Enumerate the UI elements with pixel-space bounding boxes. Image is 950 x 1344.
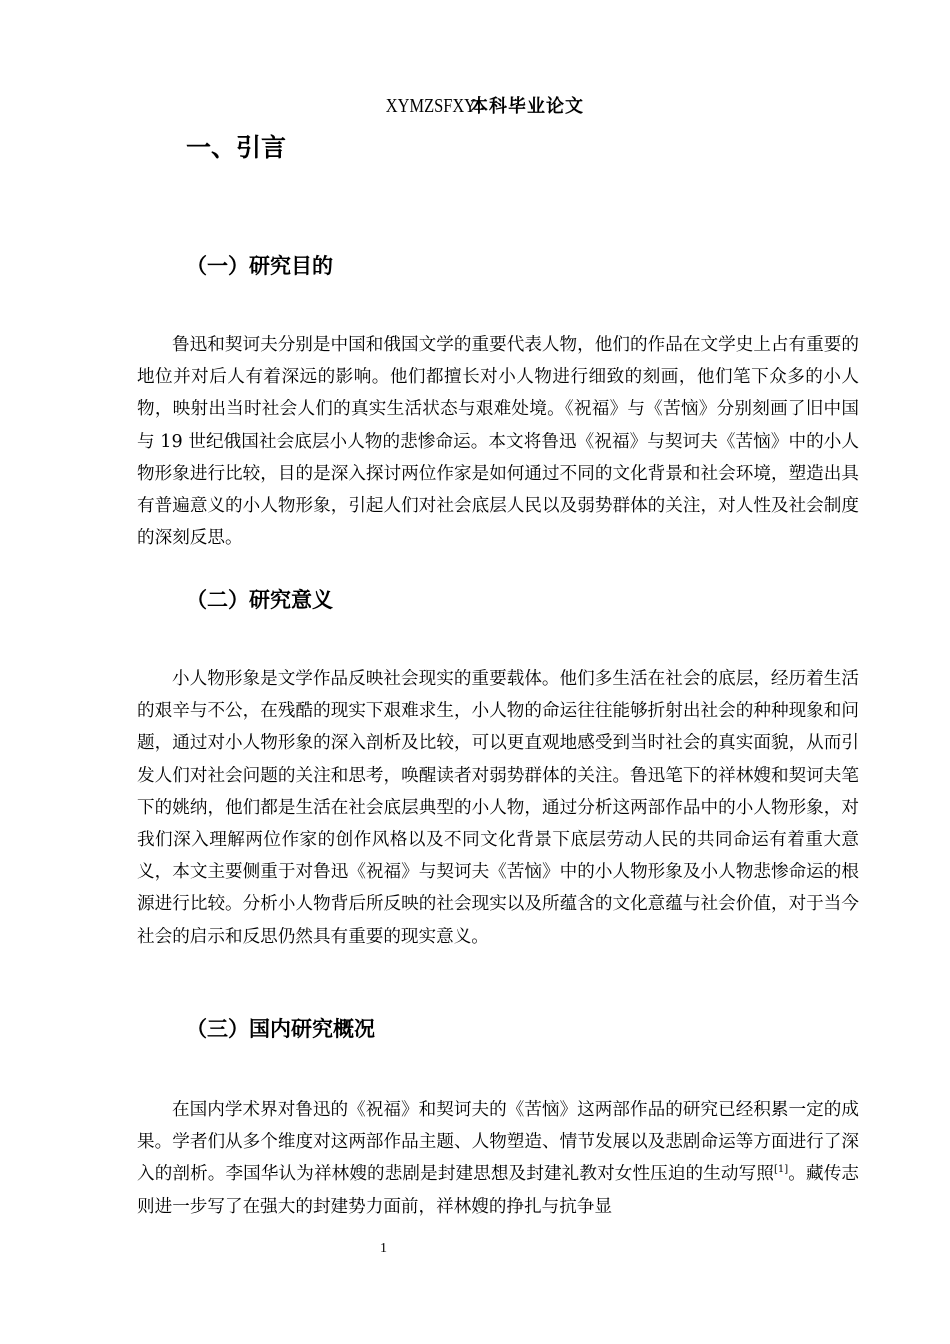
- citation-reference[interactable]: [1]: [774, 1164, 789, 1176]
- section-heading-significance: （二）研究意义: [186, 588, 333, 612]
- section-paragraph-domestic-research: [137, 1094, 859, 1223]
- page-header: [0, 92, 950, 121]
- header-doc-type: 本科毕业论文: [470, 96, 585, 117]
- section-heading-domestic-research: （三）国内研究概况: [186, 1017, 375, 1041]
- section-paragraph-significance: 小人物形象是文学作品反映社会现实的重要载体。他们多生活在社会的底层，经历着生活的艰辛与不公，在残酷的现实下艰难求生，小人物的命运往往能够折射出社会的种种现象和问题，通过对小人物形象的深入剖析及比较，可以更直观地感受到当时社会的真实面貌，从而引发人们对社会问题的关注和思考，唤醒读者对弱势群体的关注。鲁迅笔下的祥林嫂和契诃夫笔下的姚纳，他们都是生活在社会底层典型的小人物，通过分析这两部作品中的小人物形象，对我们深入理解两位作家的创作风格以及不同文化背景下底层劳动人民的共同命运有着重大意义，本文主要侧重于对鲁迅《祝福》与契诃夫《苦恼》中的小人物形象及小人物悲惨命运的根源进行比较。分析小人物背后所反映的社会现实以及所蕴含的文化意蕴与社会价值，对于当今社会的启示和反思仍然具有重要的现实意义。: [137, 669, 859, 947]
- chapter-title: 一、引言: [186, 133, 287, 162]
- paragraph-text-after-citation: 。藏传志则进一步写了在强大的封建势力面前，祥林嫂的挣扎与抗争显: [137, 1164, 859, 1217]
- paragraph-text-before-citation: 在国内学术界对鲁迅的《祝福》和契诃夫的《苦恼》这两部作品的研究已经积累一定的成果。学者们从多个维度对这两部作品主题、人物塑造、情节发展以及悲剧命运等方面进行了深入的剖析。李国华认为祥林嫂的悲剧是封建思想及封建礼教对女性压迫的生动写照: [137, 1100, 859, 1185]
- header-school-code: XYMZSFXY: [385, 95, 476, 117]
- page-number: 1: [380, 1241, 387, 1256]
- section-paragraph-purpose: 鲁迅和契诃夫分别是中国和俄国文学的重要代表人物，他们的作品在文学史上占有重要的地位并对后人有着深远的影响。他们都擅长对小人物进行细致的刻画，他们笔下众多的小人物，映射出当时社会人们的真实生活状态与艰难处境。《祝福》与《苦恼》分别刻画了旧中国与 19 世纪俄国社会底层小人物的悲惨命运。本文将鲁迅《祝福》与契诃夫《苦恼》中的小人物形象进行比较，目的是深入探讨两位作家是如何通过不同的文化背景和社会环境，塑造出具有普遍意义的小人物形象，引起人们对社会底层人民以及弱势群体的关注，对人性及社会制度的深刻反思。: [137, 335, 859, 549]
- section-heading-purpose: （一）研究目的: [186, 254, 333, 278]
